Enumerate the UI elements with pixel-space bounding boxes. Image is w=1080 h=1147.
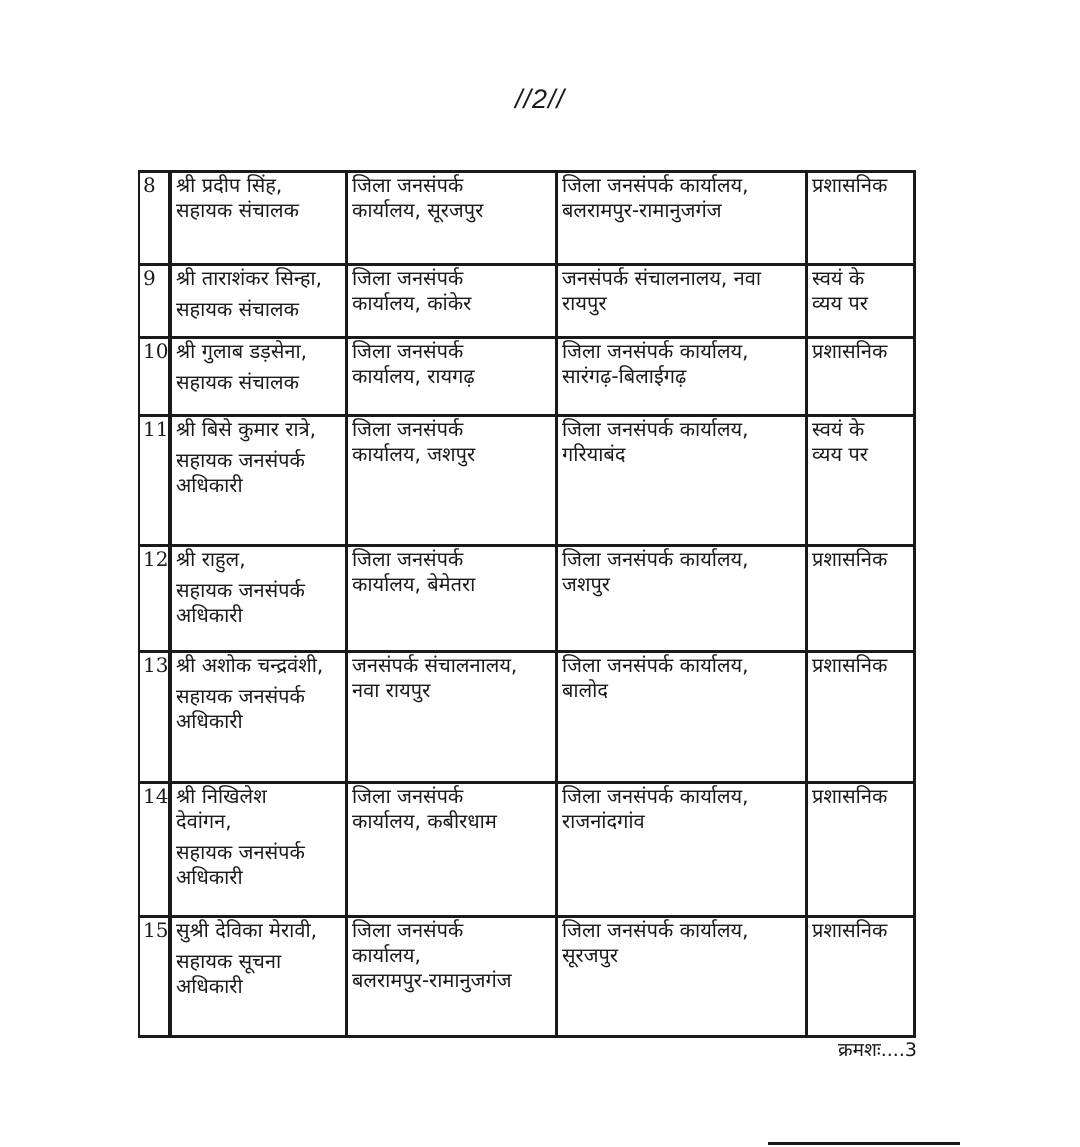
- continued-note: क्रमशः....3: [838, 1039, 917, 1061]
- serial-number: 10: [140, 339, 172, 417]
- new-posting: जिला जनसंपर्क कार्यालय, बलरामपुर-रामानुजगंज: [558, 173, 808, 266]
- table-row: [140, 784, 916, 918]
- officer-name: श्री राहुल, सहायक जनसंपर्क अधिकारी: [172, 547, 348, 653]
- transfer-basis: प्रशासनिक: [808, 653, 916, 784]
- transfer-basis: स्वयं के व्यय पर: [808, 417, 916, 547]
- new-posting: जिला जनसंपर्क कार्यालय, सूरजपुर: [558, 918, 808, 1038]
- new-posting: जिला जनसंपर्क कार्यालय, बालोद: [558, 653, 808, 784]
- current-posting: जिला जनसंपर्क कार्यालय, बेमेतरा: [348, 547, 558, 653]
- transfer-basis: स्वयं के व्यय पर: [808, 266, 916, 339]
- serial-number: 8: [140, 173, 172, 266]
- new-posting: जिला जनसंपर्क कार्यालय, राजनांदगांव: [558, 784, 808, 918]
- serial-number: 11: [140, 417, 172, 547]
- current-posting: जिला जनसंपर्क कार्यालय, कांकेर: [348, 266, 558, 339]
- new-posting: जनसंपर्क संचालनालय, नवा रायपुर: [558, 266, 808, 339]
- new-posting: जिला जनसंपर्क कार्यालय, जशपुर: [558, 547, 808, 653]
- current-posting: जिला जनसंपर्क कार्यालय, रायगढ़: [348, 339, 558, 417]
- current-posting: जिला जनसंपर्क कार्यालय, सूरजपुर: [348, 173, 558, 266]
- officer-name: श्री अशोक चन्द्रवंशी, सहायक जनसंपर्क अधिकारी: [172, 653, 348, 784]
- current-posting: जिला जनसंपर्क कार्यालय, कबीरधाम: [348, 784, 558, 918]
- current-posting: जिला जनसंपर्क कार्यालय, जशपुर: [348, 417, 558, 547]
- officer-name: श्री प्रदीप सिंह, सहायक संचालक: [172, 173, 348, 266]
- new-posting: जिला जनसंपर्क कार्यालय, सारंगढ़-बिलाईगढ़: [558, 339, 808, 417]
- transfer-basis: प्रशासनिक: [808, 547, 916, 653]
- bottom-divider: [768, 1142, 960, 1145]
- page-number: //2//: [514, 84, 566, 114]
- serial-number: 12: [140, 547, 172, 653]
- officer-name: श्री ताराशंकर सिन्हा, सहायक संचालक: [172, 266, 348, 339]
- table-row: [140, 547, 916, 653]
- serial-number: 13: [140, 653, 172, 784]
- serial-number: 14: [140, 784, 172, 918]
- table-row: [140, 339, 916, 417]
- table-row: [140, 266, 916, 339]
- table-row: [140, 173, 916, 266]
- current-posting: जिला जनसंपर्क कार्यालय, बलरामपुर-रामानुजगंज: [348, 918, 558, 1038]
- transfer-basis: प्रशासनिक: [808, 784, 916, 918]
- table-row: [140, 417, 916, 547]
- officer-name: श्री गुलाब डड़सेना, सहायक संचालक: [172, 339, 348, 417]
- table-row: [140, 918, 916, 1038]
- serial-number: 15: [140, 918, 172, 1038]
- officer-name: सुश्री देविका मेरावी, सहायक सूचना अधिकारी: [172, 918, 348, 1038]
- table-row: [140, 653, 916, 784]
- serial-number: 9: [140, 266, 172, 339]
- transfer-table: [138, 170, 916, 1038]
- new-posting: जिला जनसंपर्क कार्यालय, गरियाबंद: [558, 417, 808, 547]
- transfer-basis: प्रशासनिक: [808, 339, 916, 417]
- officer-name: श्री बिसे कुमार रात्रे, सहायक जनसंपर्क अधिकारी: [172, 417, 348, 547]
- transfer-basis: प्रशासनिक: [808, 918, 916, 1038]
- officer-name: श्री निखिलेश देवांगन, सहायक जनसंपर्क अधिकारी: [172, 784, 348, 918]
- transfer-basis: प्रशासनिक: [808, 173, 916, 266]
- current-posting: जनसंपर्क संचालनालय, नवा रायपुर: [348, 653, 558, 784]
